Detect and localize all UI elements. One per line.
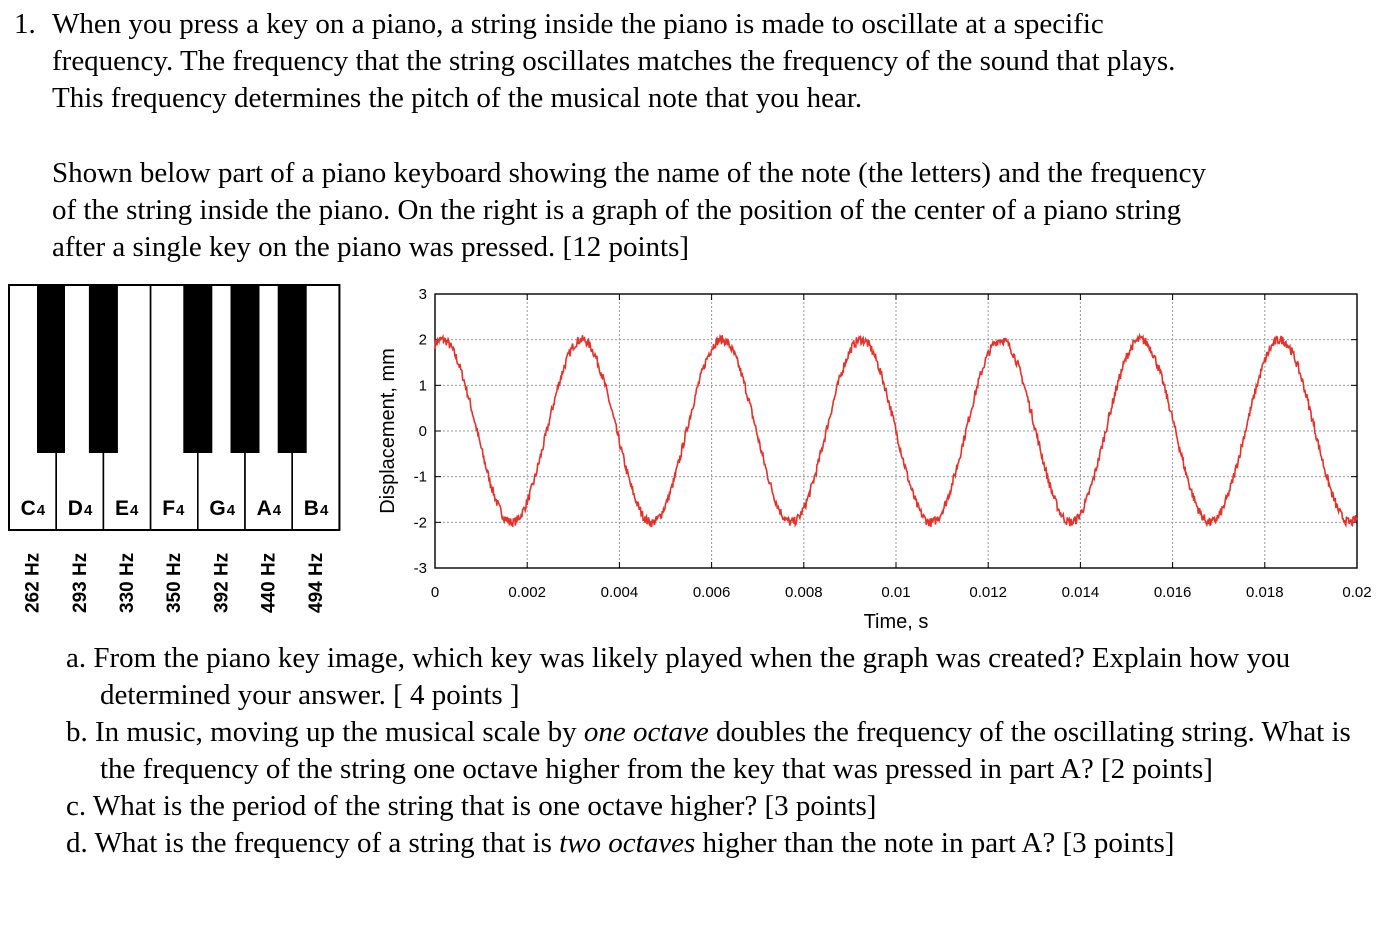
freq-label-e4: 330 Hz — [117, 552, 138, 613]
question-number: 1. — [14, 8, 36, 40]
figure-description — [52, 155, 1372, 266]
question-text: What is the period of the string that is one octave higher? [3 points] — [92, 790, 877, 822]
note-label-f4: F4 — [162, 497, 185, 520]
freq-label-a4: 440 Hz — [258, 552, 280, 613]
sub-question-label: a. — [66, 642, 87, 674]
black-key-2 — [183, 285, 212, 453]
freq-label-f4: 350 Hz — [164, 552, 186, 613]
x-tick-label-9: 0.018 — [1246, 584, 1284, 601]
y-tick-label-6: 3 — [418, 286, 427, 303]
question-text: From the piano key image, which key was likely played when the graph was created? Explain how you determined your answer. [ 4 points ] — [93, 642, 1291, 711]
figure-line-1: Shown below part of a piano keyboard showing the name of the note (the letters) and the frequency — [52, 157, 1206, 189]
sub-questions — [66, 640, 1366, 862]
figure-line-2: of the string inside the piano. On the right is a graph of the position of the center of a piano string — [52, 194, 1182, 226]
freq-label-c4: 262 Hz — [22, 552, 44, 613]
black-key-4 — [278, 285, 307, 453]
x-tick-label-6: 0.012 — [969, 584, 1007, 601]
sub-question-label: d. — [66, 827, 88, 859]
question-text: doubles the frequency of the oscillating string. What is the frequency of the string one octave higher from the key that was pressed in part A? [2 points] — [100, 716, 1351, 785]
freq-label-d4: 293 Hz — [69, 552, 91, 613]
note-label-a4: A4 — [256, 497, 282, 520]
x-axis-label: Time, s — [863, 611, 929, 633]
sub-question-c — [66, 788, 1366, 825]
sub-question-b — [66, 714, 1366, 788]
x-tick-label-5: 0.01 — [881, 584, 911, 601]
x-tick-label-1: 0.002 — [508, 584, 546, 601]
y-tick-label-2: -1 — [413, 468, 427, 486]
sub-question-label: b. — [66, 716, 88, 748]
y-tick-label-0: -3 — [413, 560, 427, 577]
x-tick-label-10: 0.02 — [1342, 584, 1372, 601]
intro-line-3: This frequency determines the pitch of the musical note that you hear. — [52, 82, 863, 114]
note-label-b4: B4 — [303, 497, 329, 520]
emphasis-text: one octave — [583, 716, 709, 748]
intro-line-2: frequency. The frequency that the string oscillates matches the frequency of the sound that plays. — [52, 45, 1176, 77]
question-text: higher than the note in part A? [3 points] — [695, 827, 1175, 859]
x-tick-label-3: 0.006 — [692, 584, 731, 601]
y-tick-label-4: 1 — [418, 377, 427, 395]
emphasis-text: two octaves — [559, 827, 696, 859]
figure-line-3: after a single key on the piano was pressed. [12 points] — [52, 231, 690, 263]
question-text: In music, moving up the musical scale by — [95, 716, 584, 748]
piano-keyboard — [8, 283, 344, 623]
piano-keyboard-figure — [8, 283, 344, 628]
black-key-3 — [231, 285, 260, 453]
y-tick-label-1: -2 — [413, 514, 427, 532]
intro-line-1: When you press a key on a piano, a string inside the piano is made to oscillate at a specific — [52, 8, 1104, 40]
freq-label-b4: 494 Hz — [305, 552, 327, 613]
y-tick-label-3: 0 — [418, 423, 427, 440]
y-axis-label: Displacement, mm — [377, 348, 399, 514]
note-label-d4: D4 — [67, 497, 93, 520]
black-key-edge-left — [37, 285, 65, 453]
freq-label-g4: 392 Hz — [211, 552, 233, 613]
black-key-1 — [89, 285, 118, 453]
x-tick-label-7: 0.014 — [1061, 584, 1100, 601]
y-tick-label-5: 2 — [418, 331, 427, 349]
displacement-chart — [370, 280, 1382, 642]
note-label-g4: G4 — [209, 497, 236, 520]
sub-question-a — [66, 640, 1366, 714]
x-tick-label-2: 0.004 — [600, 584, 639, 601]
sub-question-d — [66, 825, 1366, 862]
question-text: What is the frequency of a string that is — [94, 827, 560, 859]
note-label-c4: C4 — [20, 497, 46, 520]
x-tick-label-8: 0.016 — [1153, 584, 1192, 601]
sub-question-label: c. — [66, 790, 87, 822]
x-tick-label-0: 0 — [430, 584, 440, 601]
displacement-graph-figure — [370, 280, 1382, 647]
note-label-e4: E4 — [115, 497, 139, 520]
x-tick-label-4: 0.008 — [785, 584, 823, 601]
